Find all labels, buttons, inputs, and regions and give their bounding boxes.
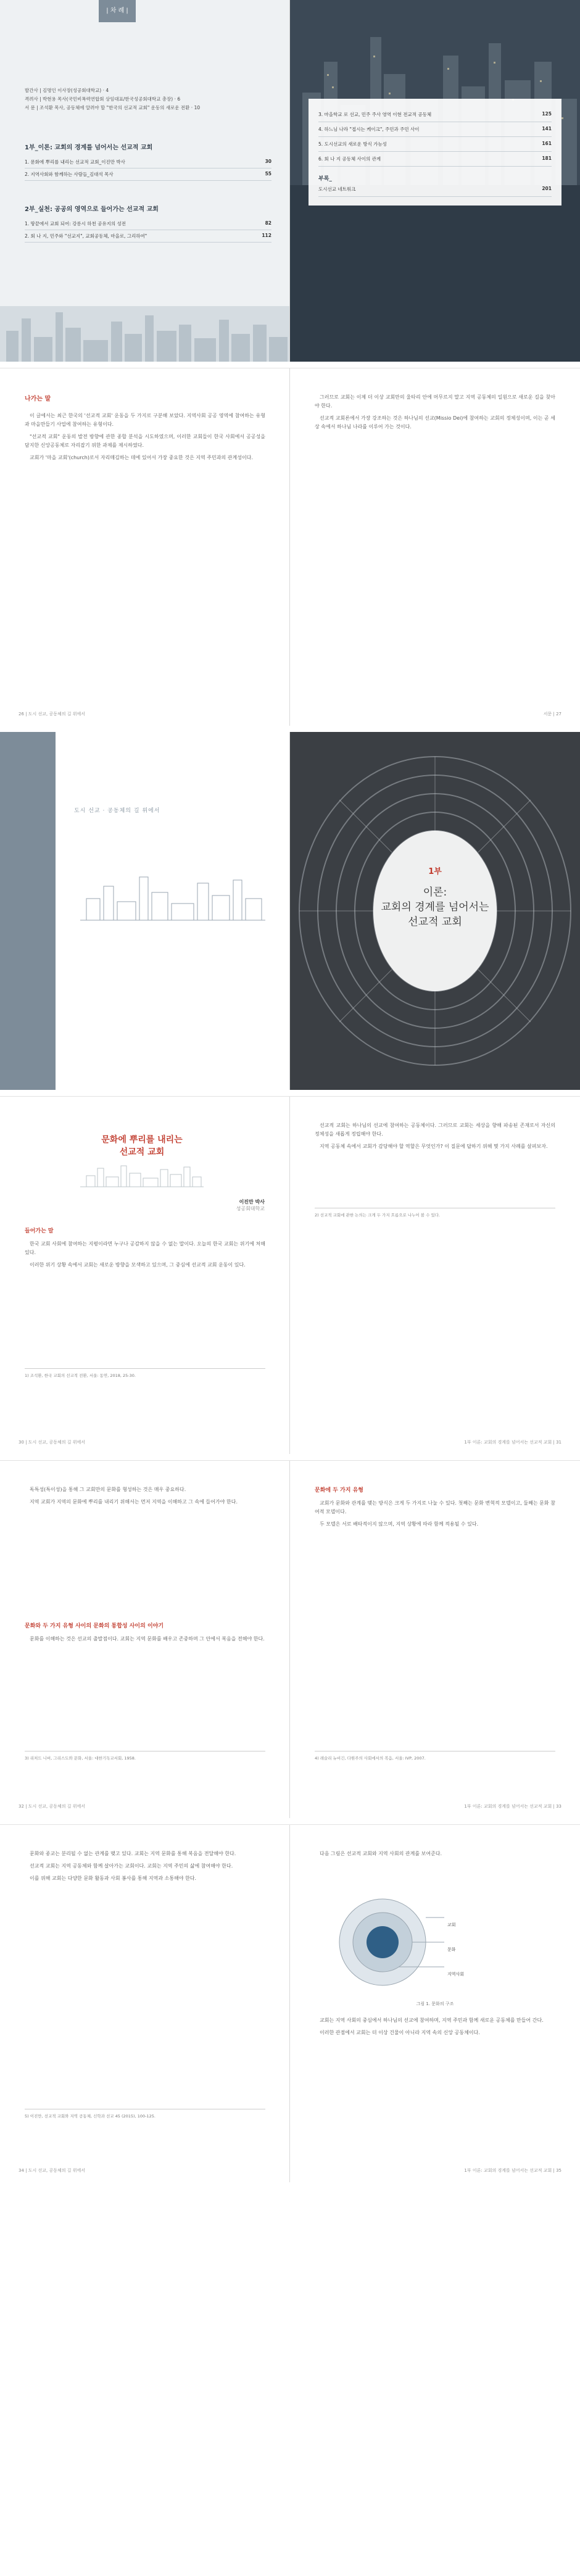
text-spread-2 [0,1460,580,1818]
body-text: 다음 그림은 선교적 교회와 지역 사회의 관계를 보여준다. [320,1851,442,1856]
toc-tab: | 차 례 | [99,0,136,22]
toc-part-title[interactable]: 1부_이론: 교회의 경계를 넘어서는 선교적 교회 [25,144,153,151]
divider-sidebar-text: 도시 선교 · 공동체의 길 위에서 [74,808,160,814]
skyline-sketch-image [80,868,265,923]
text-right-page [290,1461,580,1818]
text-spread-1 [0,368,580,726]
chapter-left-page [0,1097,290,1454]
bottom-margin [0,2188,580,2576]
footnote: 4) 레슬리 뉴비긴, 다원주의 사회에서의 복음, 서울: IVP, 2007. [315,1751,555,1761]
text-left-page [0,1825,290,2182]
body-text: 선교적 교회는 하나님의 선교에 참여하는 공동체이다. 그러므로 교회는 세상을 향해 파송된 존재로서 자신의 정체성을 새롭게 정립해야 한다. 지역 공동체 속에서 교회가 감당해야 할 역할은 무엇인가? 이 질문에 답하기 위해 몇 가지 사례를 살펴보자. [315,1123,555,1149]
page-footer: 1부 이론: 교회의 경계를 넘어서는 선교적 교회 | 35 [464,2168,561,2173]
toc-part-title[interactable]: 2부_실천: 공공의 영역으로 들어가는 선교적 교회 [25,206,159,213]
concentric-diagram [333,1893,494,1992]
text-left-page [0,1461,290,1818]
toc-front-list [25,86,271,112]
body-text: 그러므로 교회는 이제 더 이상 교회만의 울타리 안에 머무르지 말고 지역 공동체의 일원으로 새로운 길을 찾아야 한다. 선교적 교회론에서 가장 강조하는 것은 하나님의 선교(Missio Dei)에 참여하는 교회의 정체성이며, 이는 곧 세상 속에서 하나님 나라를 이루어 가는 것이다. [315,394,555,430]
toc-item[interactable]: 2. 회 나 지, 민주와 "선교지", 교회공동체, 마을로, 그리하여" 112 [25,230,271,243]
body-text: 독특성(특이성)을 통해 그 교회만의 문화를 형성하는 것은 매우 중요하다. 지역 교회가 지역의 문화에 뿌리를 내리기 위해서는 먼저 지역을 이해하고 그 속에 들어가야 한다. [30,1487,238,1505]
body-text: 한국 교회 사회에 참여하는 지평이라면 누구나 공감하지 않을 수 없는 말이다. 오늘의 한국 교회는 위기에 처해 있다. 이러한 위기 상황 속에서 교회는 새로운 방향을 모색하고 있으며, 그 중심에 선교적 교회 운동이 있다. [25,1241,265,1268]
chapter-right-page [290,1097,580,1454]
figure-labels [447,1913,464,1987]
footnote: 5) 이진만, 선교적 교회와 지역 공동체, 신학과 선교 45 (2015), 100-125. [25,2109,265,2119]
toc-item[interactable]: 4. 하느님 나라 "접시는 케이크", 주민과 주민 사이 141 [318,122,552,137]
page-footer: 서문 | 27 [543,712,561,717]
divider-left-page [0,732,290,1090]
toc-front-item[interactable]: 격려사 | 박현용 목사(국민비폭력연합회 상임대표/한국성공회대학교 총장) · 6 [25,96,181,102]
body-text: 문화를 이해하는 것은 선교의 출발점이다. 교회는 지역 문화를 배우고 존중하며 그 안에서 복음을 전해야 한다. [30,1636,265,1642]
footnote: 2) 선교적 교회에 관한 논의는 크게 두 가지 흐름으로 나누어 볼 수 있다. [315,1208,555,1218]
toc-item[interactable]: 2. 지역사회와 함께하는 사람들_김대석 목사 55 [25,168,271,181]
chapter-skyline-sketch [80,1163,204,1188]
body-text: 이 글에서는 최근 한국의 '선교적 교회' 운동을 두 가지로 구분해 보았다. 지역사회 공공 영역에 참여하는 유형과 마을만들기 사업에 참여하는 유형이다. "선교적 교회" 운동의 발전 방향에 관한 종합 분석을 시도하였으며, 이러한 교회들이 한국 사회에서 공공성을 담지한 신앙공동체로 자리잡기 위한 과제를 제시하였다. 교회가 '마을 교회'(church)로서 자리매김하는 데에 있어서 가장 중요한 것은 지역 주민과의 관계성이다. [25,413,265,460]
part-divider-spread [0,732,580,1090]
part-title: 이론: 교회의 경계를 넘어서는 선교적 교회 [381,886,489,928]
toc-part-2 [25,204,271,243]
toc-item[interactable]: 6. 회 나 지 공동체 사이의 관계 181 [318,152,552,167]
text-left-page [0,368,290,726]
page-footer: 26 | 도시 선교, 공동체의 길 위에서 [19,712,85,717]
text-right-page [290,1825,580,2182]
part-label: 1부 [428,867,442,876]
chapter-author: 이진만 박사 성공회대학교 [236,1199,265,1211]
figure-label: 교회 [447,1922,456,1927]
toc-item[interactable]: 1. 문화에 뿌리를 내리는 선교적 교회_이진만 박사 30 [25,156,271,168]
toc-part-1 [25,142,271,181]
toc-spread [0,0,580,362]
body-text: 문화와 종교는 분리될 수 없는 관계를 맺고 있다. 교회는 지역 문화를 통해 복음을 전달해야 한다. 선교적 교회는 지역 공동체와 함께 살아가는 교회이다. 교회는 지역 주민의 삶에 참여해야 한다. 이를 위해 교회는 다양한 문화 활동과 사회 봉사를 통해 지역과 소통해야 한다. [30,1851,236,1881]
city-skyline-image [0,306,290,362]
part-title-block [373,865,497,929]
text-right-page [290,368,580,726]
body-text: 교회가 문화와 관계를 맺는 방식은 크게 두 가지로 나눌 수 있다. 첫째는 문화 변혁적 모델이고, 둘째는 문화 참여적 모델이다. 두 모델은 서로 배타적이지 않으며, 지역 상황에 따라 함께 적용될 수 있다. [315,1500,555,1527]
figure-label: 지역사회 [447,1972,465,1977]
toc-left-page [0,0,290,362]
page-footer: 1부 이론: 교회의 경계를 넘어서는 선교적 교회 | 31 [464,1440,561,1445]
toc-item[interactable]: 5. 도시선교의 새로운 방식 가능성 161 [318,137,552,152]
toc-front-item[interactable]: 서 문 | 조석환 목사, 공동체에 알려야 할 "한국의 선교적 교회" 운동의 새로운 전환 · 10 [25,105,201,110]
section-heading: 문화와 두 가지 유형 사이의 문화의 통합성 사이의 이야기 [25,1623,164,1629]
toc-item[interactable]: 3. 마을학교 로 선교, 민주 주사 영역 이현 전교적 공동체 125 [318,107,552,122]
toc-front-item[interactable]: 발간사 | 김명인 이사장(성공회대학교) · 4 [25,88,109,93]
footnote: 1) 조석환, 한국 교회의 선교적 전환, 서울: 동연, 2018, 25-30. [25,1368,265,1379]
chapter-title: 문화에 뿌리를 내리는 선교적 교회 [101,1135,183,1157]
page-footer: 1부 이론: 교회의 경계를 넘어서는 선교적 교회 | 33 [464,1804,561,1809]
toc-appendix-label: 부록_ [318,176,332,182]
page-footer: 32 | 도시 선교, 공동체의 길 위에서 [19,1804,85,1809]
toc-right-page [290,0,580,362]
text-spread-3 [0,1824,580,2182]
chapter-opening-spread [0,1096,580,1454]
footnote: 3) 리처드 니버, 그리스도와 문화, 서울: 대한기독교서회, 1958. [25,1751,265,1761]
page-footer: 30 | 도시 선교, 공동체의 길 위에서 [19,1440,85,1445]
page-footer: 34 | 도시 선교, 공동체의 길 위에서 [19,2168,85,2173]
sidebar-block [0,732,56,1090]
toc-item[interactable]: 1. 땅끝에서 교회 되어: 강릉시 하천 공유지의 성전 82 [25,218,271,230]
toc-item[interactable]: 도시선교 네트워크 201 [318,182,552,197]
toc-right-list [309,99,561,206]
section-heading: 들어가는 말 [25,1228,54,1234]
divider-right-page [290,732,580,1090]
figure-caption: 그림 1. 문화의 구조 [416,2001,454,2006]
body-text: 교회는 지역 사회의 중심에서 하나님의 선교에 참여하며, 지역 주민과 함께 새로운 공동체를 만들어 간다. 이러한 관점에서 교회는 더 이상 건물이 아니라 지역 속의 신앙 공동체이다. [320,2017,544,2035]
section-heading: 나가는 말 [25,396,51,402]
figure-label: 문화 [447,1947,456,1952]
section-heading: 문화에 두 가지 유형 [315,1487,363,1494]
